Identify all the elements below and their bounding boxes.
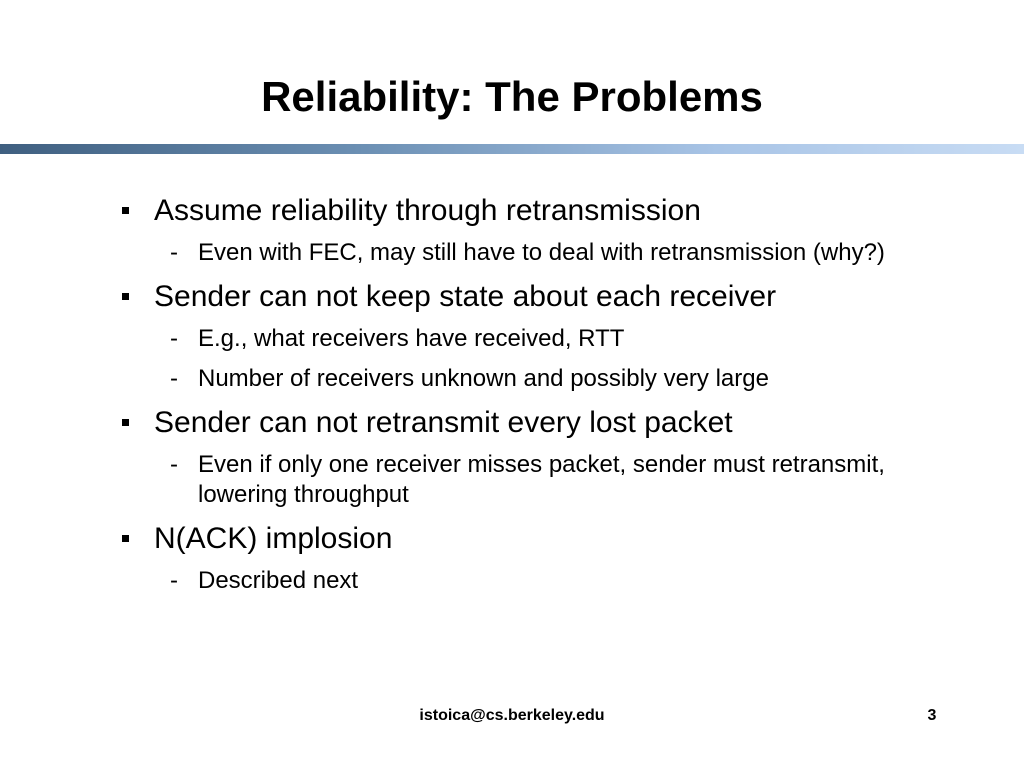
sub-bullet-list [118, 238, 918, 268]
sub-bullet-item [118, 566, 918, 596]
footer-email: istoica@cs.berkeley.edu [419, 707, 605, 724]
sub-bullet-list [118, 450, 918, 510]
sub-bullet-text: Even with FEC, may still have to deal with retransmission (why?) [198, 239, 885, 266]
bullet-item [118, 520, 918, 558]
sub-bullet-list [118, 566, 918, 596]
sub-bullet-item [118, 324, 918, 354]
bullet-text: Sender can not retransmit every lost packet [154, 406, 733, 439]
sub-bullet-text: E.g., what receivers have received, RTT [198, 325, 625, 352]
dash-bullet-icon: - [170, 567, 178, 594]
bullet-item [118, 278, 918, 316]
bullet-item [118, 192, 918, 230]
dash-bullet-icon: - [170, 365, 178, 392]
bullet-list [118, 192, 918, 606]
sub-bullet-item [118, 450, 918, 510]
square-bullet-icon [122, 419, 129, 426]
slide-title: Reliability: The Problems [261, 73, 763, 120]
square-bullet-icon [122, 535, 129, 542]
sub-bullet-text: Number of receivers unknown and possibly very large [198, 365, 769, 392]
sub-bullet-list [118, 324, 918, 394]
title-underline-bar [0, 144, 1024, 154]
dash-bullet-icon: - [170, 325, 178, 352]
sub-bullet-item [118, 238, 918, 268]
bullet-text: Sender can not keep state about each receiver [154, 280, 777, 313]
square-bullet-icon [122, 293, 129, 300]
square-bullet-icon [122, 207, 129, 214]
sub-bullet-text: Described next [198, 567, 359, 594]
page-number: 3 [927, 707, 937, 724]
bullet-item [118, 404, 918, 442]
bullet-text: N(ACK) implosion [154, 522, 393, 555]
bullet-text: Assume reliability through retransmission [154, 194, 701, 227]
sub-bullet-text: Even if only one receiver misses packet, sender must retransmit, lowering throughput [198, 451, 885, 508]
dash-bullet-icon: - [170, 239, 178, 266]
sub-bullet-item [118, 364, 918, 394]
dash-bullet-icon: - [170, 451, 178, 478]
